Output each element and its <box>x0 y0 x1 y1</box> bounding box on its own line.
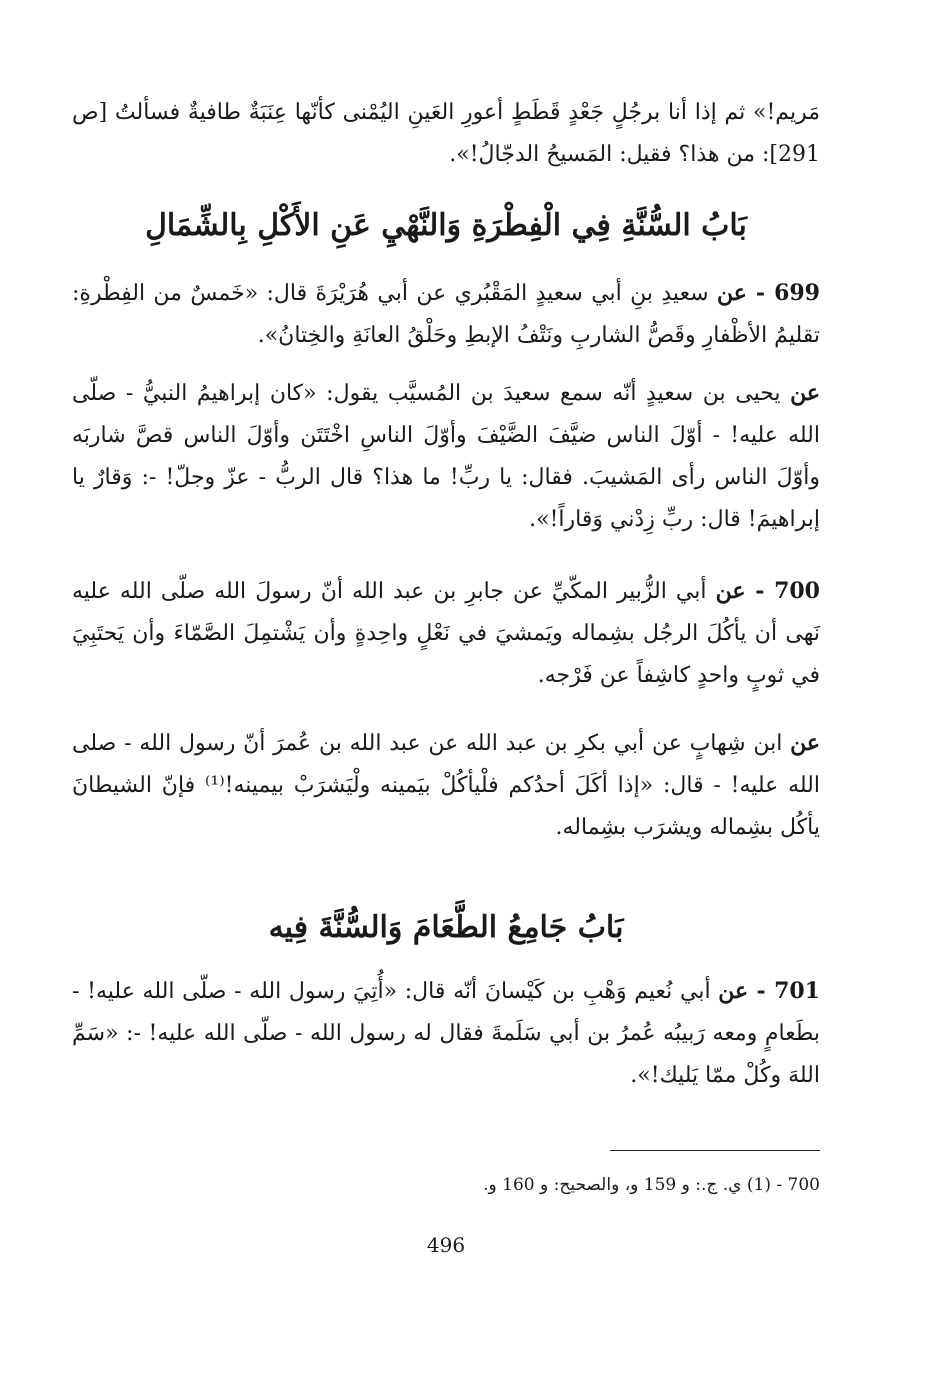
hadith-text: يحيى بن سعيدٍ أنّه سمع سعيدَ بن المُسيَّب يقول: «كان إبراهيمُ النبيُّ - صلّى الله عليه! - أوّلَ الناس ضيَّفَ الضَّيْفَ وأوّلَ الناسِ اخْتَتَن وأوّلَ الناس قصَّ شاربَه وأوّلَ الناس رأى المَشيبَ. فقال: يا ربِّ! ما هذا؟ قال الربُّ - عزّ وجلّ! -: وَقارٌ يا إبراهيمَ! قال: ربِّ زِدْني وَقاراً!». <box>72 381 820 532</box>
hadith-text: ابن شِهابٍ عن أبي بكرِ بن عبد الله عن عبد الله بن عُمرَ أنّ رسول الله - صلى الله عليه! - قال: «إذا أكَلَ أحدُكم فلْيأكُلْ بيَمينه ولْيَشرَبْ بيمينه!⁽¹⁾ فإنّ الشيطانَ يأكُل بشِماله ويشرَب بشِماله. <box>72 731 820 840</box>
page-number: 496 <box>426 1233 466 1257</box>
hadith-lead: عن <box>790 380 820 406</box>
section-heading-fitra: بَابُ السُّنَّةِ فِي الْفِطْرَةِ وَالنَّهْيِ عَنِ الأَكْلِ بِالشِّمَالِ <box>145 208 747 243</box>
intro-paragraph <box>72 92 820 176</box>
section-heading-food: بَابُ جَامِعُ الطَّعَامَ وَالسُّنَّةَ فِيه <box>268 910 624 945</box>
hadith-699 <box>72 272 820 357</box>
hadith-text: أبي الزُّبير المكّيِّ عن جابرِ بن عبد الله أنّ رسولَ الله صلّى الله عليه نَهى أن يأكُلَ الرجُل بشِماله ويَمشيَ في نَعْلٍ واحِدةٍ وأن يَشْتمِلَ الصَّمّاءَ وأن يَحتَبِيَ في ثوبٍ واحدٍ كاشِفاً عن فَرْجه. <box>72 579 820 688</box>
hadith-number: 699 - عن <box>716 280 820 306</box>
hadith-699-b <box>72 372 820 541</box>
hadith-701 <box>72 970 820 1097</box>
hadith-700-b <box>72 722 820 849</box>
footnote: 700 - (1) ي. ج.: و 159 و، والصحيح: و 160 و. <box>483 1175 820 1195</box>
footnote-divider <box>610 1150 820 1151</box>
hadith-number: 701 - عن <box>718 978 820 1004</box>
hadith-700 <box>72 570 820 697</box>
intro-text: مَريم!» ثم إذا أنا برجُلٍ جَعْدٍ قَطَطٍ أعورِ العَينِ اليُمْنى كأنّها عِنَبَةٌ طافيةٌ فسألتُ [ص 291]: من هذا؟ فقيل: المَسيحُ الدجّالُ!». <box>72 100 820 167</box>
hadith-text: سعيدِ بنِ أبي سعيدٍ المَقْبُري عن أبي هُرَيْرَةَ قال: «خَمسٌ من الفِطْرةِ: تقليمُ الأظْفارِ وقَصُّ الشاربِ ونَتْفُ الإبطِ وحَلْقُ العانَةِ والخِتانُ». <box>72 281 820 348</box>
hadith-text: أبي نُعيم وَهْبِ بن كَيْسانَ أنّه قال: «أُتِيَ رسول الله - صلّى الله عليه! - بطَعامٍ ومعه رَبيبُه عُمرُ بن أبي سَلَمةَ فقال له رسول الله - صلّى الله عليه! -: «سَمِّ اللهَ وكُلْ ممّا يَليك!». <box>72 979 820 1088</box>
hadith-number: 700 - عن <box>715 578 820 604</box>
hadith-lead: عن <box>790 730 820 756</box>
